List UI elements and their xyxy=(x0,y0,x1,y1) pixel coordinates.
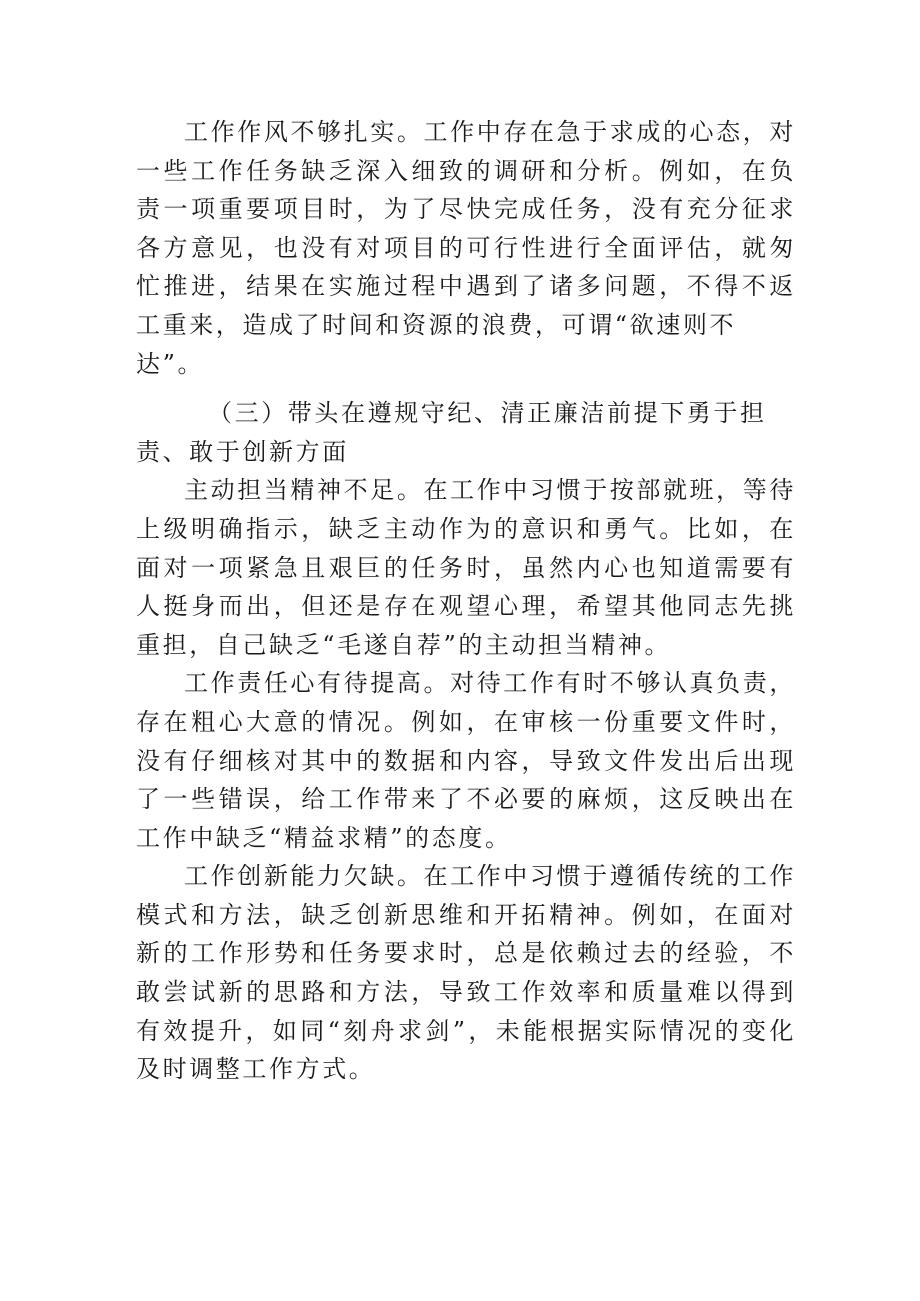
paragraph-work-style xyxy=(136,113,796,383)
paragraph-work-style-text: 工作作风不够扎实。工作中存在急于求成的心态，对一些工作任务缺乏深入细致的调研和分析。例如，在负责一项重要项目时，为了尽快完成任务，没有充分征求各方意见，也没有对项目的可行性进行全面评估，就匆忙推进，结果在实施过程中遇到了诸多问题，不得不返工重来，造成了时间和资源的浪费，可谓“欲速则不 xyxy=(136,118,796,339)
paragraph-responsibility: 工作责任心有待提高。对待工作有时不够认真负责，存在粗心大意的情况。例如，在审核一份重要文件时，没有仔细核对其中的数据和内容，导致文件发出后出现了一些错误，给工作带来了不必要的麻烦，这反映出在工作中缺乏“精益求精”的态度。 xyxy=(136,669,796,852)
document-page xyxy=(136,113,796,1089)
paragraph-work-style-tail: 达”。 xyxy=(136,349,205,378)
section-heading-three: （三）带头在遵规守纪、清正廉洁前提下勇于担责、敢于创新方面 xyxy=(136,399,767,466)
paragraph-initiative: 主动担当精神不足。在工作中习惯于按部就班，等待上级明确指示，缺乏主动作为的意识和勇气。比如，在面对一项紧急且艰巨的任务时，虽然内心也知道需要有人挺身而出，但还是存在观望心理，希望其他同志先挑重担，自己缺乏“毛遂自荐”的主动担当精神。 xyxy=(136,476,796,659)
paragraph-innovation: 工作创新能力欠缺。在工作中习惯于遵循传统的工作模式和方法，缺乏创新思维和开拓精神。例如，在面对新的工作形势和任务要求时，总是依赖过去的经验，不敢尝试新的思路和方法，导致工作效率和质量难以得到有效提升，如同“刻舟求剑”，未能根据实际情况的变化及时调整工作方式。 xyxy=(136,862,796,1084)
